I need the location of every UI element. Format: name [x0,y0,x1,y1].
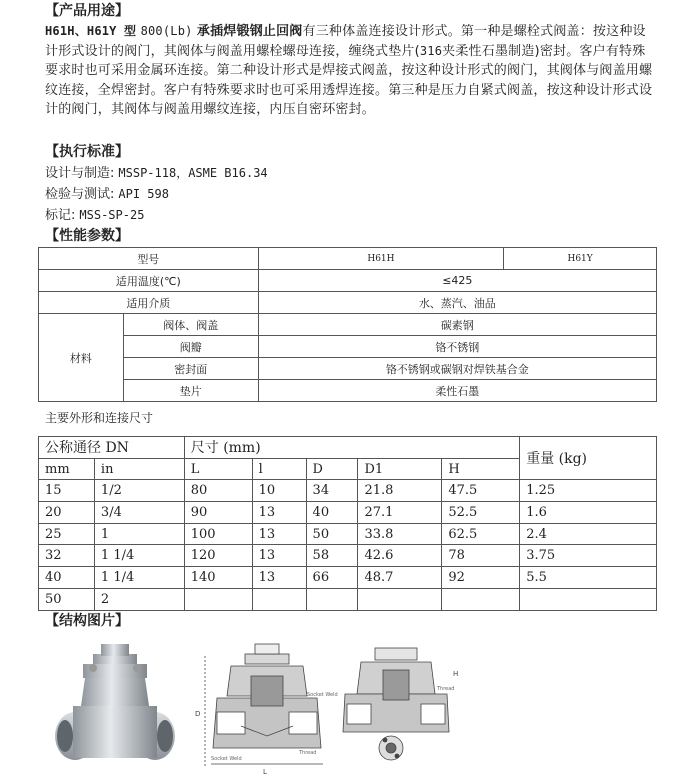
table-cell: 1 [94,523,184,545]
intro-paragraph [45,22,655,120]
table-cell: 13 [252,502,306,524]
table-cell: 92 [442,567,520,589]
table-cell: 1 1/4 [94,567,184,589]
table-row [39,380,657,402]
table-cell: 58 [306,545,358,567]
material-label: 材料 [39,314,124,402]
table-cell: 50 [306,523,358,545]
standard-marking [45,206,144,225]
table-cell [358,588,442,610]
thread-label-1: Thread [299,750,317,756]
table-cell: 5.5 [520,567,657,589]
model-label: 型号 [39,248,259,270]
table-cell: 42.6 [358,545,442,567]
table-cell [252,588,306,610]
valve-photo [55,644,175,760]
table-cell: 100 [184,523,252,545]
medium-value: 水、蒸汽、油品 [258,292,656,314]
table-cell: 27.1 [358,502,442,524]
temp-value: ≤425 [258,270,656,292]
table-cell: 1/2 [94,480,184,502]
table-row [39,567,657,589]
table-cell: 25 [39,523,95,545]
table-cell [520,588,657,610]
table-cell: 140 [184,567,252,589]
dim-l-label: L [263,768,267,776]
table-cell: 80 [184,480,252,502]
intro-text-2: 夹柔性石墨制造)密封。客户有特殊要求时也可采用金属环连接。第二种设计形式是焊接式阀盖，按这种设计形式的阀门，其阀体与阀盖用螺纹连接，全焊密封。客户有特殊要求时也可采用透焊连接。第三种是压力自紧式阀盖，按这种设计形式设计的阀门，其阀体与阀盖用螺纹连接，内压自密环密封。 [45,43,653,117]
col-header: in [94,458,184,480]
table-row [39,588,657,610]
dims-caption: 主要外形和连接尺寸 [45,411,154,425]
pressure-class: 800(Lb) [140,24,193,38]
standard-value: MSS-SP-25 [79,208,145,222]
table-row [39,314,657,336]
table-cell: 1.25 [520,480,657,502]
model-y: H61Y [504,248,657,270]
table-row [39,336,657,358]
table-cell: 3.75 [520,545,657,567]
medium-label: 适用介质 [39,292,259,314]
material-value: 柔性石墨 [258,380,656,402]
section-title-structure: 【结构图片】 [45,613,129,629]
table-cell: 40 [306,502,358,524]
table-cell [442,588,520,610]
col-header: mm [39,458,95,480]
table-cell: 90 [184,502,252,524]
table-cell: 20 [39,502,95,524]
table-cell: 50 [39,588,95,610]
col-header: D [306,458,358,480]
standard-value: MSSP-118，ASME B16.34 [118,166,268,180]
table-cell: 2.4 [520,523,657,545]
table-cell: 13 [252,523,306,545]
model-code: H61H、H61Y 型 [45,24,137,38]
dim-h-label: H [453,670,459,678]
col-header: l [252,458,306,480]
section-title-usage: 【产品用途】 [45,3,129,19]
material-part: 密封面 [123,358,258,380]
table-cell: 1.6 [520,502,657,524]
table-row [39,358,657,380]
dim-d-label: D [195,710,201,718]
table-cell [306,588,358,610]
material-value: 铬不锈钢 [258,336,656,358]
table-row [39,480,657,502]
table-cell: 78 [442,545,520,567]
structure-figures [45,636,655,776]
table-cell: 2 [94,588,184,610]
standard-test [45,185,169,204]
section-drawing-2 [307,648,458,760]
section-drawing [195,644,323,776]
table-cell: 40 [39,567,95,589]
table-row [39,248,657,270]
socket-weld-label-1: Socket Weld [211,756,242,762]
col-header: L [184,458,252,480]
col-header: H [442,458,520,480]
table-cell: 21.8 [358,480,442,502]
dn-header: 公称通径 DN [39,437,185,459]
size-header: 尺寸 (mm) [184,437,519,459]
performance-table [38,247,657,402]
table-cell: 3/4 [94,502,184,524]
table-row [39,292,657,314]
table-cell: 1 1/4 [94,545,184,567]
material-part: 阀瓣 [123,336,258,358]
standard-label: 检验与测试: [45,187,115,202]
table-cell: 48.7 [358,567,442,589]
material-part: 阀体、阀盖 [123,314,258,336]
table-cell: 52.5 [442,502,520,524]
table-cell: 62.5 [442,523,520,545]
table-row [39,545,657,567]
material-value: 铬不锈钢或碳钢对焊铁基合金 [258,358,656,380]
table-cell: 33.8 [358,523,442,545]
model-h: H61H [258,248,504,270]
material-value: 碳素钢 [258,314,656,336]
weight-header: 重量 (kg) [520,437,657,480]
table-cell: 34 [306,480,358,502]
table-cell: 15 [39,480,95,502]
col-header: D1 [358,458,442,480]
thread-label-2: Thread [437,686,455,692]
table-cell: 10 [252,480,306,502]
table-cell: 47.5 [442,480,520,502]
intro-num: 316 [419,43,443,58]
table-cell: 13 [252,567,306,589]
dimensions-table [38,436,657,611]
table-header-row [39,437,657,459]
standard-design [45,164,268,183]
socket-weld-label-2: Socket Weld [307,692,338,698]
table-cell: 120 [184,545,252,567]
table-row [39,502,657,524]
section-title-performance: 【性能参数】 [45,228,129,244]
standard-value: API 598 [118,187,169,201]
table-cell: 32 [39,545,95,567]
intro-text-1: 有三种体盖连接设计形式。第一种是螺栓式阀盖：按这种设计形式设计的阀门，其阀体与阀盖用螺栓螺母连接，缠绕式垫片( [45,24,646,59]
table-row [39,270,657,292]
temp-label: 适用温度(℃) [39,270,259,292]
table-cell: 13 [252,545,306,567]
table-cell: 66 [306,567,358,589]
table-row [39,523,657,545]
table-cell [184,588,252,610]
section-title-standards: 【执行标准】 [45,144,129,160]
standard-label: 标记: [45,208,76,223]
standard-label: 设计与制造: [45,166,115,181]
material-part: 垫片 [123,380,258,402]
product-name: 承插焊锻钢止回阀 [196,24,303,39]
